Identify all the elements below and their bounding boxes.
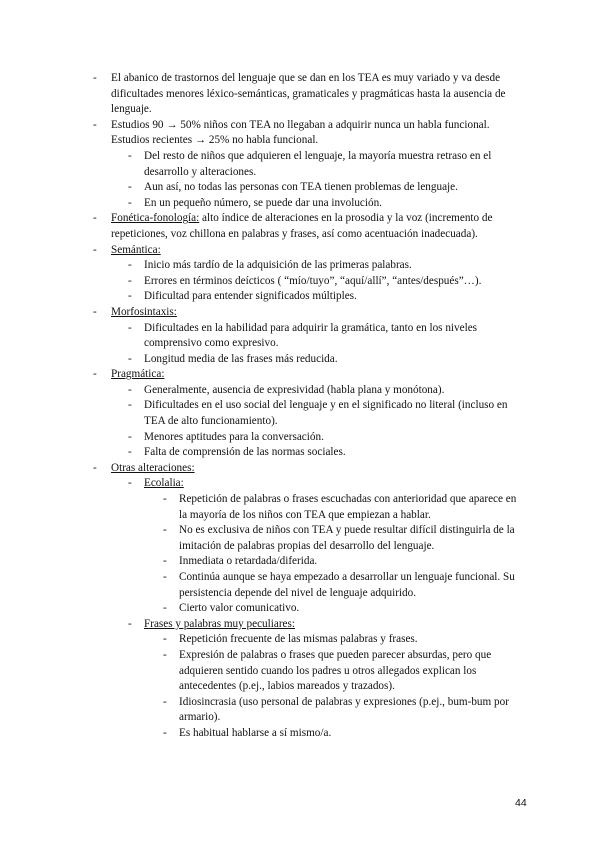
list-item [93, 726, 523, 742]
list-item-text: Inicio más tardío de la adquisición de las primeras palabras. [144, 259, 412, 272]
list-item [93, 321, 523, 352]
bullet-dash: - [128, 430, 132, 443]
list-item-text: Idiosincrasia (uso personal de palabras y expresiones (p.ej., bum-bum por armario). [179, 695, 509, 724]
bullet-dash: - [163, 571, 167, 583]
list-item [93, 196, 523, 212]
list-item [93, 149, 523, 180]
list-item-text: Inmediata o retardada/diferida. [179, 555, 318, 568]
bullet-dash: - [93, 243, 97, 256]
list-item [93, 243, 523, 259]
list-item-text: Aun así, no todas las personas con TEA tienen problemas de lenguaje. [144, 181, 458, 194]
list-item [93, 617, 523, 633]
bullet-dash: - [163, 555, 167, 568]
bullet-dash: - [128, 259, 132, 272]
list-item [93, 430, 523, 446]
list-item [93, 570, 523, 601]
list-item-text: Longitud media de las frases más reducida. [144, 352, 338, 365]
list-item-text: Repetición de palabras o frases escuchadas con anterioridad que aparece en la mayoría de los niños con TEA que empiezan a hablar. [179, 493, 517, 521]
list-item-text: Repetición frecuente de las mismas palabras y frases. [179, 633, 418, 646]
list-item-text: Generalmente, ausencia de expresividad (habla plana y monótona). [144, 383, 445, 396]
list-item [93, 648, 523, 695]
section-heading: Semántica: [111, 243, 161, 256]
bullet-dash: - [163, 633, 167, 646]
list-item [93, 352, 523, 368]
bullet-dash: - [128, 352, 132, 365]
bullet-dash: - [93, 212, 97, 225]
list-item-text: Cierto valor comunicativo. [179, 602, 300, 615]
list-item [93, 554, 523, 570]
list-item-text: Dificultades en el uso social del lenguaje y en el significado no literal (incluso en TEA de alto funcionamiento). [144, 399, 508, 428]
list-item-text: El abanico de trastornos del lenguaje que se dan en los TEA es muy variado y va desde dificultades menores léxico-semánticas, gramaticales y pragmáticas hasta la ausencia de lenguaje. [111, 72, 506, 116]
bullet-dash: - [128, 399, 132, 412]
list-item [93, 274, 523, 290]
list-item-text: Falta de comprensión de las normas sociales. [144, 446, 346, 459]
section-heading: Otras alteraciones: [111, 461, 195, 474]
list-item-text: Estudios 90 → 50% niños con TEA no llegaban a adquirir nunca un habla funcional. Estudios recientes → 25% no habla funcional. [111, 118, 490, 147]
list-item [93, 305, 523, 321]
bullet-dash: - [128, 446, 132, 459]
bullet-dash: - [163, 726, 167, 739]
bullet-dash: - [128, 196, 132, 209]
page-number: 44 [515, 797, 527, 809]
list-item [93, 211, 523, 242]
bullet-dash: - [128, 383, 132, 396]
list-item-text: Del resto de niños que adquieren el lenguaje, la mayoría muestra retraso en el desarrollo y alteraciones. [144, 149, 492, 178]
list-item [93, 445, 523, 461]
bullet-dash: - [93, 118, 97, 131]
section-heading: Pragmática: [111, 368, 165, 381]
list-item-text: Dificultades en la habilidad para adquirir la gramática, tanto en los niveles comprensivo como expresivo. [144, 321, 478, 350]
document-body [93, 71, 523, 742]
list-item-text: alto índice de alteraciones en la prosodia y la voz (incremento de repeticiones, voz chillona en palabras y frases, así como acentuación inadecuada). [111, 212, 493, 240]
list-item-text: Es habitual hablarse a sí mismo/a. [179, 726, 332, 739]
bullet-dash: - [163, 493, 167, 506]
list-item [93, 695, 523, 726]
list-item [93, 367, 523, 383]
bullet-dash: - [128, 321, 132, 334]
list-item-text: Expresión de palabras o frases que pueden parecer absurdas, pero que adquieren sentido cuando los padres u otros allegados explican los antecedentes (p.ej., labios mareados y trazados). [179, 648, 492, 693]
list-item [93, 523, 523, 554]
section-heading: Morfosintaxis: [111, 305, 177, 318]
bullet-dash: - [163, 602, 167, 615]
bullet-dash: - [93, 305, 97, 318]
bullet-dash: - [128, 290, 132, 303]
bullet-dash: - [128, 274, 132, 287]
bullet-dash: - [93, 461, 97, 474]
bullet-dash: - [128, 149, 132, 162]
section-heading: Frases y palabras muy peculiares: [144, 617, 295, 630]
list-item [93, 492, 523, 523]
bullet-dash: - [128, 477, 132, 490]
list-item [93, 601, 523, 617]
list-item [93, 476, 523, 492]
list-item [93, 258, 523, 274]
list-item [93, 289, 523, 305]
list-item-text: Dificultad para entender significados múltiples. [144, 290, 357, 303]
list-item [93, 398, 523, 429]
list-item [93, 118, 523, 149]
list-item-text: No es exclusiva de niños con TEA y puede resultar difícil distinguirla de la imitación de palabras propias del desarrollo del lenguaje. [179, 524, 515, 552]
list-item-text: Menores aptitudes para la conversación. [144, 430, 324, 443]
list-item [93, 383, 523, 399]
list-item-text: Errores en términos deícticos ( “mío/tuyo”, “aquí/allí”, “antes/después”…). [144, 274, 482, 287]
list-item [93, 180, 523, 196]
bullet-dash: - [128, 617, 132, 630]
bullet-dash: - [93, 72, 97, 84]
list-item [93, 461, 523, 477]
bullet-dash: - [163, 648, 167, 661]
section-heading: Fonética-fonología: [111, 212, 200, 225]
section-heading: Ecolalia: [144, 477, 184, 490]
bullet-dash: - [163, 695, 167, 708]
bullet-dash: - [163, 524, 167, 537]
list-item-text: En un pequeño número, se puede dar una involución. [144, 196, 382, 209]
list-item [93, 632, 523, 648]
bullet-dash: - [128, 181, 132, 194]
list-item [93, 71, 523, 118]
list-item-text: Continúa aunque se haya empezado a desarrollar un lenguaje funcional. Su persistencia depende del nivel de lenguaje adquirido. [179, 571, 515, 599]
bullet-dash: - [93, 368, 97, 381]
